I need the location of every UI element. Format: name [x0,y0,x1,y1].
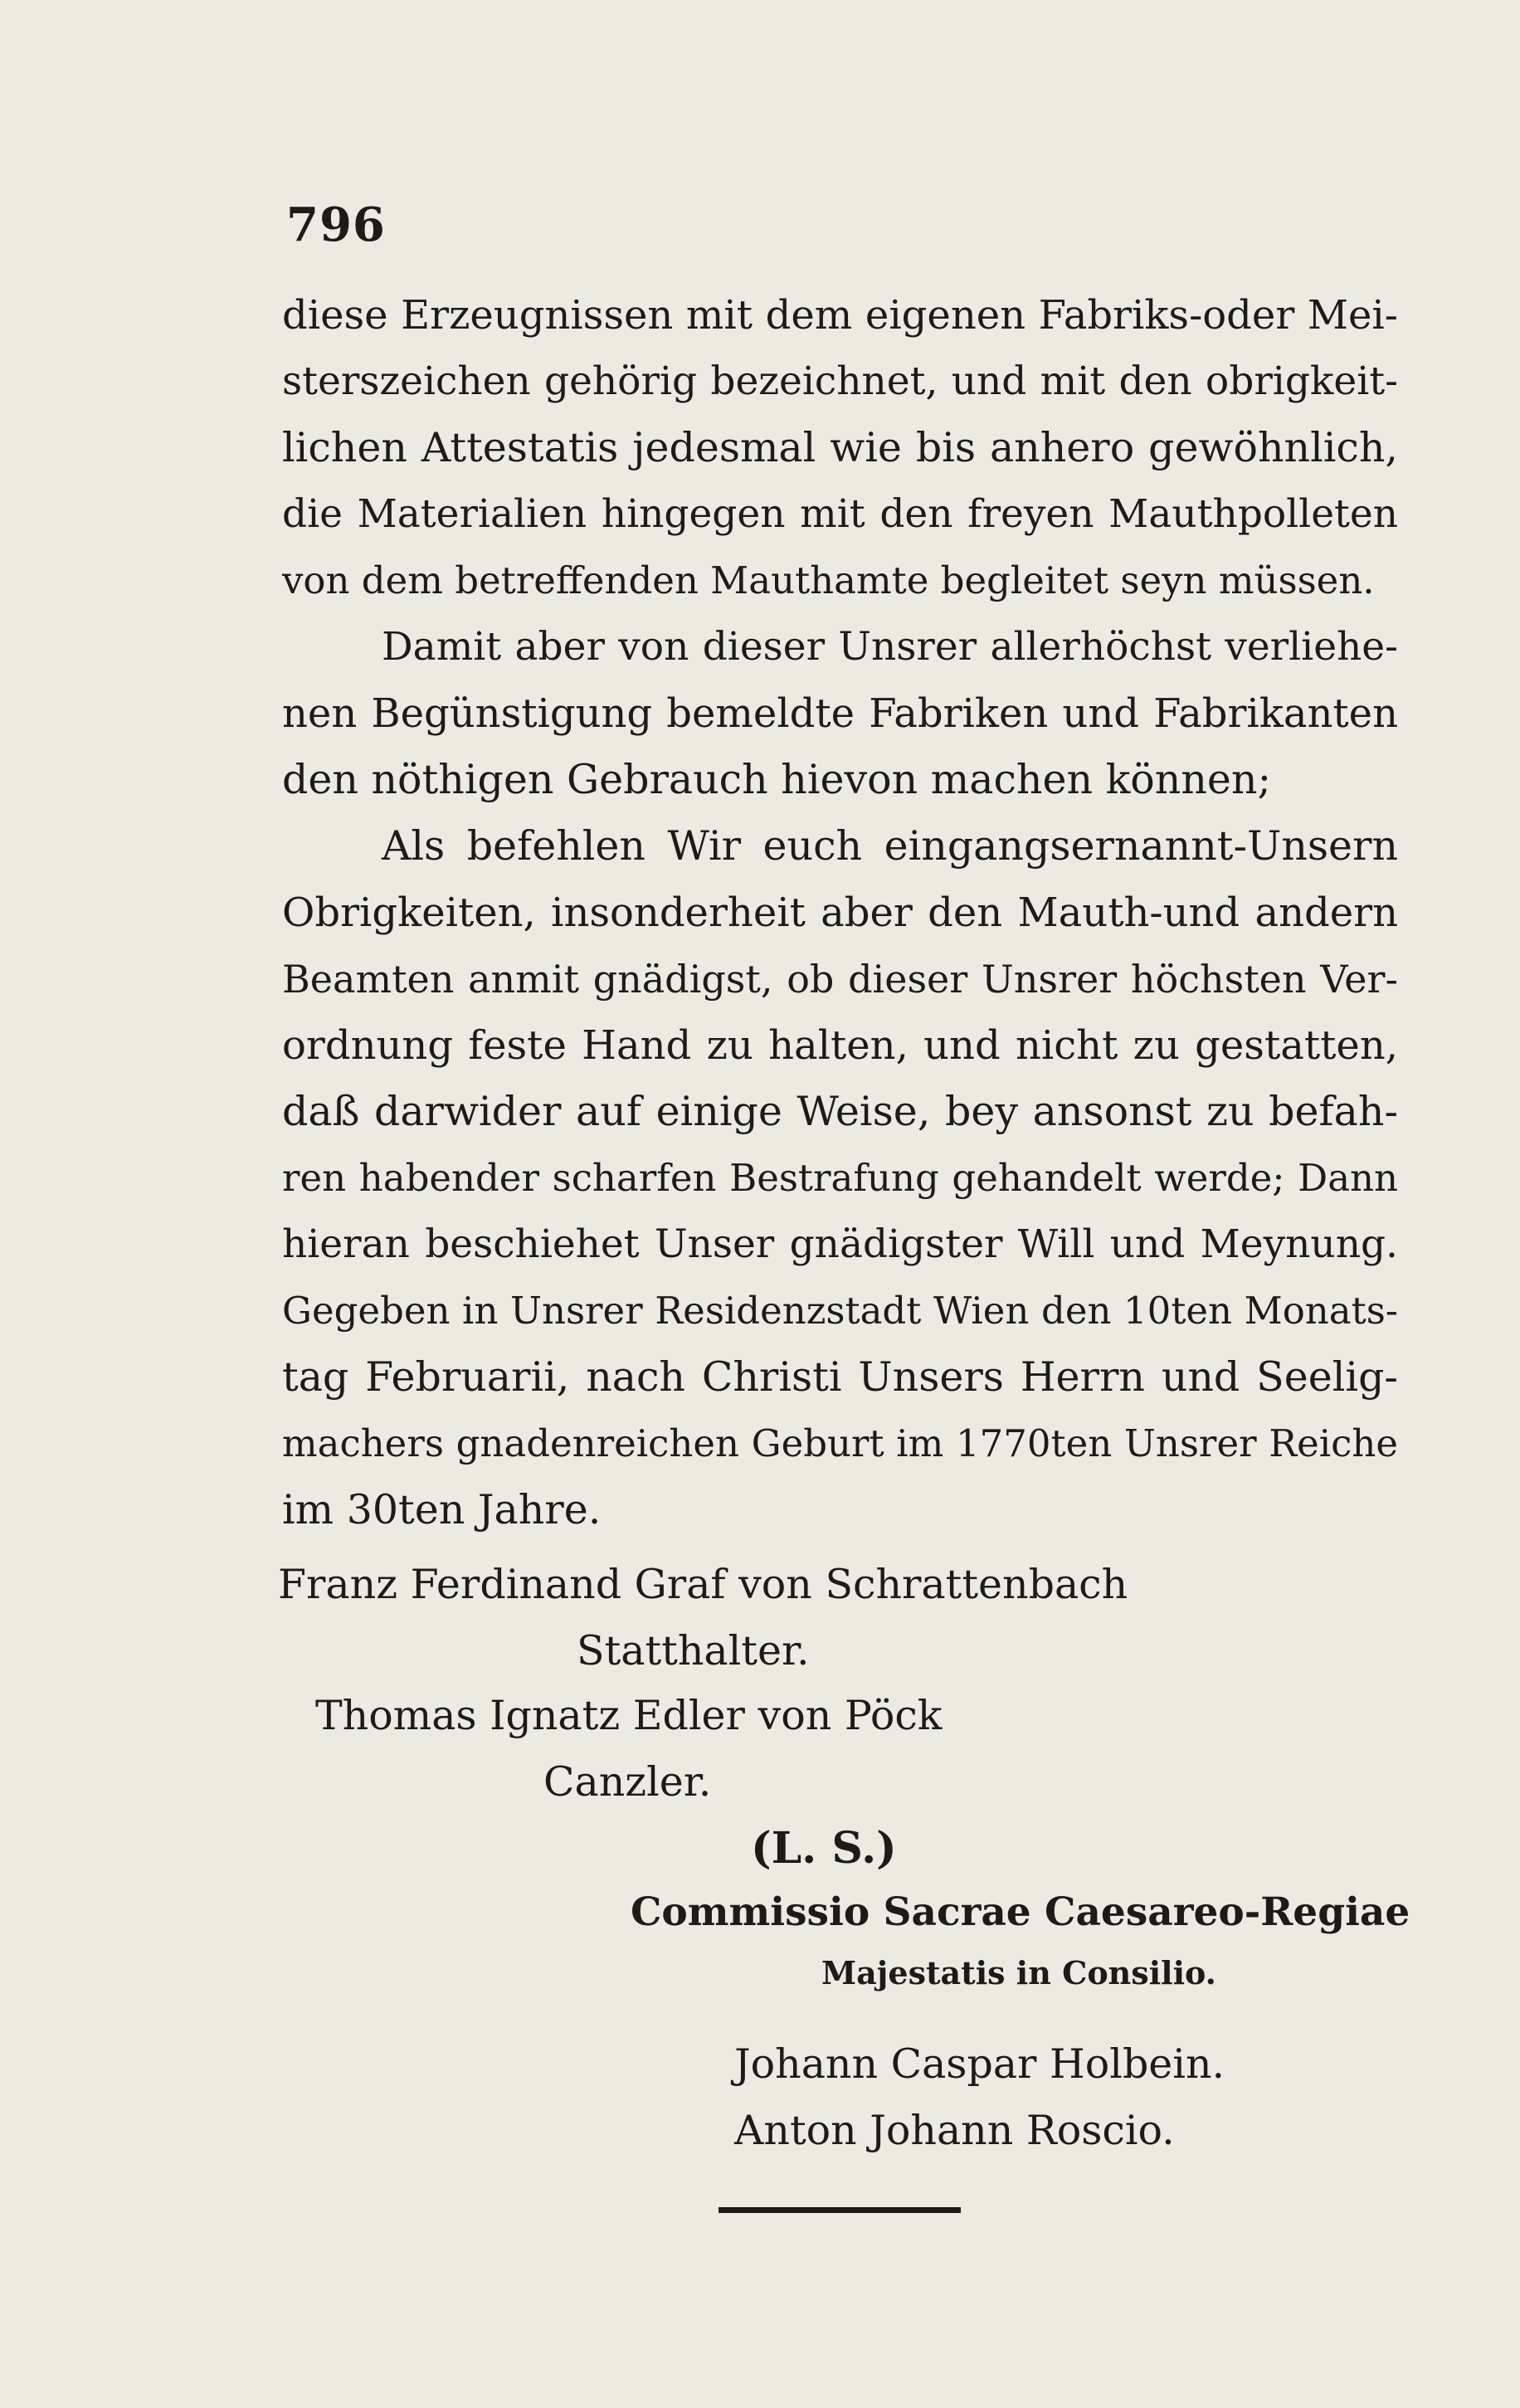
statthalter-name: Franz Ferdinand Graf von Schrattenbach [278,1561,1128,1608]
page-number: 796 [286,197,386,252]
commissio-line: Commissio Sacrae Caesareo-Regiae [631,1889,1410,1935]
text-line: im 30ten Jahre. [282,1486,602,1533]
text-line: sterszeichen gehörig bezeichnet, und mit den obrigkeit- [282,358,1398,404]
text-line: ren habender scharfen Bestrafung gehandelt werde; Dann [282,1156,1398,1200]
text-line: nen Begünstigung bemeldte Fabriken und Fabrikanten [282,690,1398,737]
text-line: den nöthigen Gebrauch hievon machen können; [282,756,1271,803]
text-line: lichen Attestatis jedesmal wie bis anhero gewöhnlich, [282,424,1398,471]
secretary-roscio: Anton Johann Roscio. [734,2107,1175,2154]
text-line: die Materialien hingegen mit den freyen Mauthpolleten [282,491,1398,537]
text-line: Gegeben in Unsrer Residenzstadt Wien den 10ten Monats- [282,1289,1398,1333]
closing-rule [719,2207,961,2213]
text-line: von dem betreffenden Mauthamte begleitet seyn müssen. [282,558,1375,602]
secretary-holbein: Johann Caspar Holbein. [734,2040,1225,2088]
text-line: tag Februarii, nach Christi Unsers Herrn und Seelig- [282,1353,1398,1401]
text-line: Obrigkeiten, insonderheit aber den Mauth-und andern [282,890,1398,936]
kanzler-title: Canzler. [543,1758,712,1806]
text-line: machers gnadenreichen Geburt im 1770ten Unsrer Reiche [282,1421,1398,1465]
text-line: Beamten anmit gnädigst, ob dieser Unsrer höchsten Ver- [282,957,1398,1002]
seal-mark: (L. S.) [751,1823,897,1874]
body-text [282,282,1398,1543]
text-line: diese Erzeugnissen mit dem eigenen Fabriks-oder Mei- [282,292,1398,339]
statthalter-title: Statthalter. [577,1627,810,1674]
text-line: Als befehlen Wir euch eingangsernannt-Unsern [382,822,1398,870]
text-line: Damit aber von dieser Unsrer allerhöchst verliehe- [382,624,1398,670]
kanzler-name: Thomas Ignatz Edler von Pöck [315,1692,943,1739]
text-line: daß darwider auf einige Weise, bey ansonst zu befah- [282,1088,1398,1135]
text-line: ordnung feste Hand zu halten, und nicht zu gestatten, [282,1022,1398,1069]
text-line: hieran beschiehet Unser gnädigster Will und Meynung. [282,1221,1398,1267]
majestatis-line: Majestatis in Consilio. [821,1954,1216,1991]
